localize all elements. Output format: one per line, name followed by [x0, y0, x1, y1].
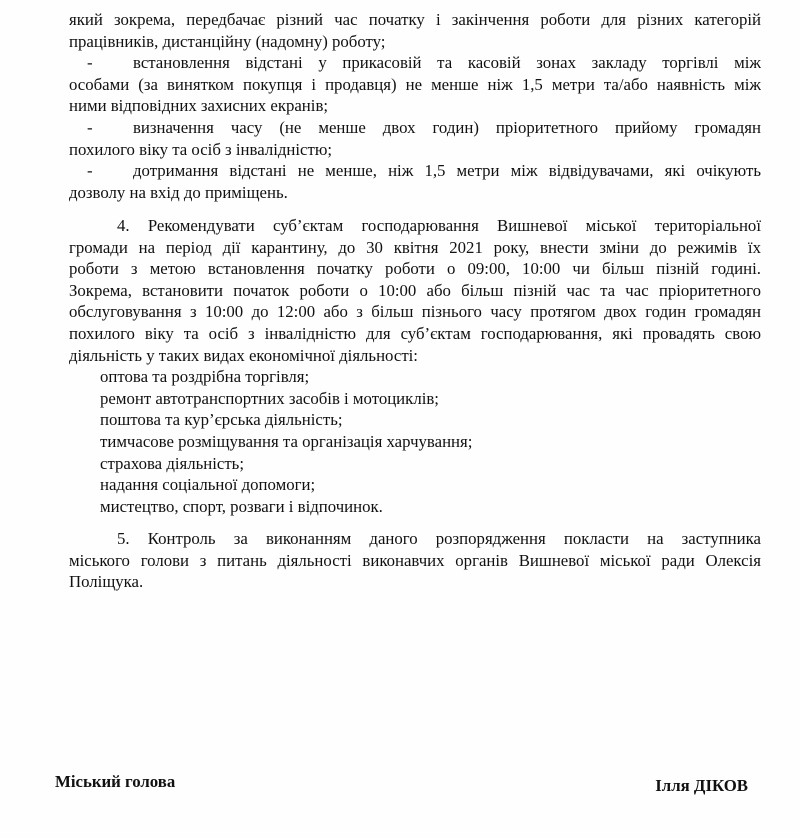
intro-line: працівників, дистанційну (надомну) роботу; — [69, 31, 386, 51]
section-4-line: роботи з метою встановлення початку роботи о 09:00, 10:00 чи більш пізній годині. — [69, 259, 761, 279]
bullet-first-line — [69, 117, 761, 139]
section-4-first-line: 4. Рекомендувати суб’єктам господарювання Вишневої міської територіальної — [117, 216, 761, 235]
bullet-line: похилого віку та осіб з інвалідністю; — [69, 139, 333, 159]
bullet-text: визначення часу (не менше двох годин) пріоритетного прийому громадян — [133, 118, 761, 137]
bullet-first-line — [69, 160, 761, 182]
activity-item: поштова та кур’єрська діяльність; — [100, 410, 343, 430]
signature-position: Міський голова — [55, 772, 176, 791]
bullet-dash: - — [87, 118, 93, 137]
section-4-line: обслуговування з 10:00 до 12:00 або з більш пізнього часу протягом двох годин громадян — [69, 302, 761, 322]
section-5-line: міського голови з питань діяльності виконавчих органів Вишневої міської ради Олексія — [69, 550, 761, 570]
section-5-first-line: 5. Контроль за виконанням даного розпорядження покласти на заступника — [117, 529, 761, 548]
activity-item: оптова та роздрібна торгівля; — [100, 367, 310, 387]
activities-list — [69, 366, 761, 517]
activity-item: ремонт автотранспортних засобів і мотоциклів; — [100, 388, 439, 408]
section-4-line: громади на період дії карантину, до 30 квітня 2021 року, внести зміни до режимів їх — [69, 237, 761, 257]
intro-line: який зокрема, передбачає різний час початку і закінчення роботи для різних категорій — [69, 10, 761, 29]
bullet-item — [69, 52, 761, 117]
signature-name: Ілля ДІКОВ — [655, 776, 748, 795]
activity-item: мистецтво, спорт, розваги і відпочинок. — [100, 496, 383, 516]
bullet-first-line — [69, 52, 761, 74]
bullet-text: встановлення відстані у прикасовій та касовій зонах закладу торгівлі між — [133, 53, 761, 72]
bullet-line: особами (за винятком покупця і продавця) не менше ніж 1,5 метри та/або наявність між — [69, 74, 761, 94]
activity-item: надання соціальної допомоги; — [100, 475, 316, 495]
activity-item: тимчасове розміщування та організація харчування; — [100, 431, 473, 451]
activity-item: страхова діяльність; — [100, 453, 245, 473]
section-4-line: похилого віку та осіб з інвалідністю для суб’єктам господарювання, які провадять свою — [69, 323, 761, 343]
bullet-line: дозволу на вхід до приміщень. — [69, 182, 288, 202]
bullet-dash: - — [87, 53, 93, 72]
bullet-item — [69, 117, 761, 160]
section-5-paragraph — [69, 528, 761, 593]
section-5-line: Поліщука. — [69, 572, 144, 592]
section-4-line: діяльність у таких видах економічної діяльності: — [69, 345, 418, 365]
bullet-item — [69, 160, 761, 203]
bullet-text: дотримання відстані не менше, ніж 1,5 метри між відвідувачами, які очікують — [133, 161, 761, 180]
intro-paragraph — [69, 9, 761, 52]
bullet-line: ними відповідних захисних екранів; — [69, 96, 329, 116]
bullet-dash: - — [87, 161, 93, 180]
section-4-paragraph — [69, 215, 761, 517]
section-4-line: Зокрема, встановити початок роботи о 10:00 або більш пізній час та час пріоритетного — [69, 280, 761, 300]
